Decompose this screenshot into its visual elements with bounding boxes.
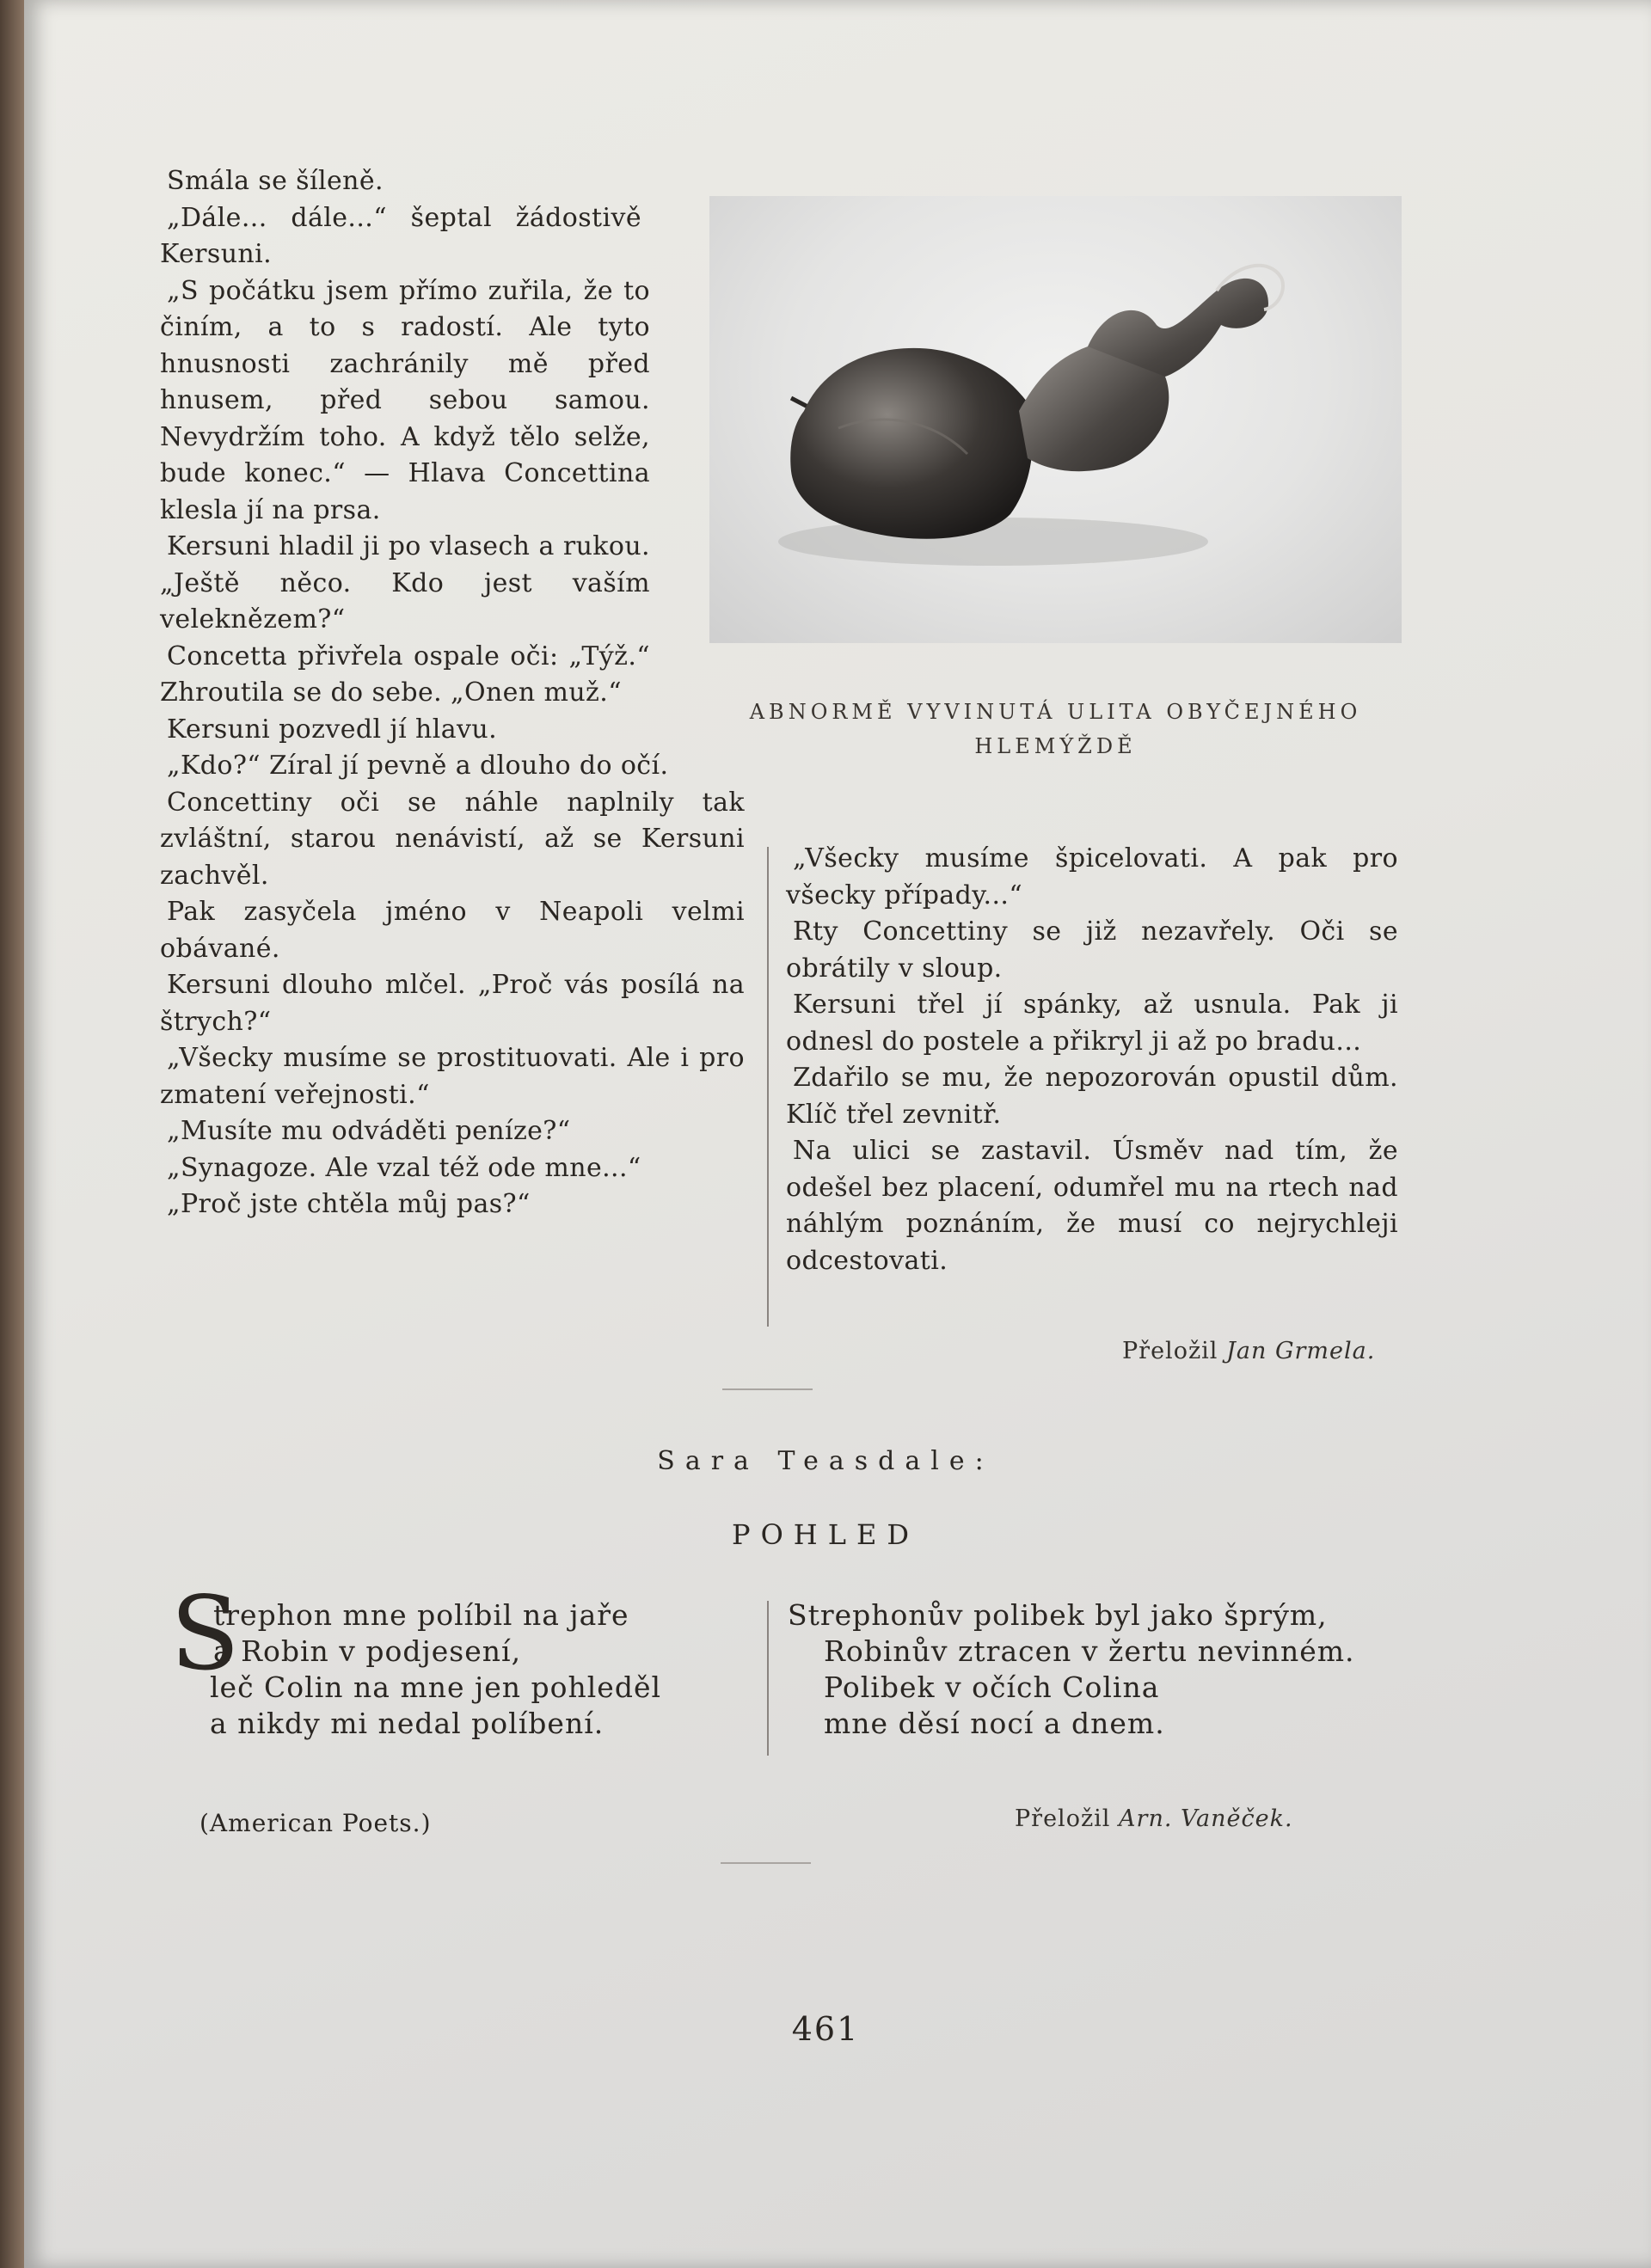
paragraph: „Musíte mu odváděti peníze?“ xyxy=(167,1116,571,1146)
caption-line: ABNORMĚ VYVINUTÁ ULITA OBYČEJNÉHO xyxy=(749,700,1362,724)
translator-label: Přeložil xyxy=(1122,1338,1218,1364)
poem-divider xyxy=(767,1601,769,1756)
poem-line: Robinův ztracen v žertu nevinném. xyxy=(824,1634,1355,1668)
paragraph: Zdařilo se mu, že nepozorován opustil dům. Klíč třel zevnitř. xyxy=(786,1063,1398,1130)
column-divider xyxy=(767,847,769,1327)
poem-stanza-2 xyxy=(788,1597,1355,1742)
section-divider xyxy=(722,1388,813,1390)
left-column xyxy=(160,163,745,1223)
paragraph: Kersuni hladil ji po vlasech a rukou. „Ještě něco. Kdo jest vaším veleknězem?“ xyxy=(160,531,650,634)
paragraph: Kersuni pozvedl jí hlavu. xyxy=(167,714,498,745)
translator-credit xyxy=(1122,1338,1375,1364)
paragraph: „Všecky musíme se prostituovati. Ale i pro zmatení veřejnosti.“ xyxy=(160,1043,745,1110)
paragraph: Concettiny oči se náhle naplnily tak zvláštní, starou nenávistí, až se Kersuni zachvěl. xyxy=(160,787,745,891)
poem-line: trephon mne políbil na jaře xyxy=(213,1598,629,1632)
snail-shell-photo xyxy=(709,196,1402,643)
poem-line: mne děsí nocí a dnem. xyxy=(824,1707,1165,1740)
paragraph: „Dále... dále...“ šeptal žádostivě Kersuni. xyxy=(160,202,641,269)
poem-translator-credit xyxy=(1015,1805,1293,1832)
paragraph: „S počátku jsem přímo zuřila, že to činím, a to s radostí. Ale tyto hnusnosti zachránily mě před hnusem, před sebou samou. Nevydržím toho. A když tělo selže, bude konec.“ — Hlava Concettina klesla jí na prsa. xyxy=(160,275,650,525)
poem-stanza-1b xyxy=(210,1670,661,1742)
translator-name: Jan Grmela. xyxy=(1226,1338,1376,1364)
paragraph: Kersuni dlouho mlčel. „Proč vás posílá na štrych?“ xyxy=(160,970,745,1037)
poem-line: leč Colin na mne jen pohleděl xyxy=(210,1670,662,1704)
poem-title: POHLED xyxy=(732,1518,919,1551)
poem-author: Sara Teasdale: xyxy=(657,1446,994,1476)
poem-line: Polibek v očích Colina xyxy=(824,1670,1160,1704)
poem-line: Strephonův polibek byl jako šprým, xyxy=(788,1598,1328,1632)
paragraph: „Proč jste chtěla můj pas?“ xyxy=(167,1189,531,1219)
paragraph: Kersuni třel jí spánky, až usnula. Pak ji odnesl do postele a přikryl ji až po bradu... xyxy=(786,990,1398,1057)
paragraph: Na ulici se zastavil. Úsměv nad tím, že odešel bez placení, odumřel mu na rtech nad náhlým poznáním, že musí co nejrychleji odcestovati. xyxy=(786,1136,1398,1276)
paragraph: Pak zasyčela jméno v Neapoli velmi obávané. xyxy=(160,897,745,964)
figure-caption xyxy=(688,695,1423,763)
caption-line: HLEMÝŽDĚ xyxy=(974,734,1137,758)
book-spine-edge xyxy=(0,0,24,2268)
paragraph: Rty Concettiny se již nezavřely. Oči se obrátily v sloup. xyxy=(786,916,1398,984)
section-divider xyxy=(721,1862,811,1864)
paragraph: Smála se šíleně. xyxy=(167,166,384,196)
paragraph: „Kdo?“ Zíral jí pevně a dlouho do očí. xyxy=(167,751,669,781)
page-number: 461 xyxy=(791,2010,860,2048)
poem-stanza-1 xyxy=(213,1597,629,1670)
translator-label: Přeložil xyxy=(1015,1805,1111,1832)
paragraph: „Synagoze. Ale vzal též ode mne...“ xyxy=(167,1152,641,1183)
translator-name: Arn. Vaněček. xyxy=(1119,1805,1293,1832)
paragraph: „Všecky musíme špicelovati. A pak pro všecky případy...“ xyxy=(786,843,1398,910)
snail-shell-illustration xyxy=(709,196,1402,643)
right-column xyxy=(786,841,1398,1279)
poem-line: a Robin v podjesení, xyxy=(213,1634,522,1668)
poem-source: (American Poets.) xyxy=(199,1809,432,1837)
paragraph: Concetta přivřela ospale oči: „Týž.“ Zhroutila se do sebe. „Onen muž.“ xyxy=(160,641,650,708)
drop-cap: S xyxy=(170,1574,240,1693)
poem-line: a nikdy mi nedal políbení. xyxy=(210,1707,605,1740)
